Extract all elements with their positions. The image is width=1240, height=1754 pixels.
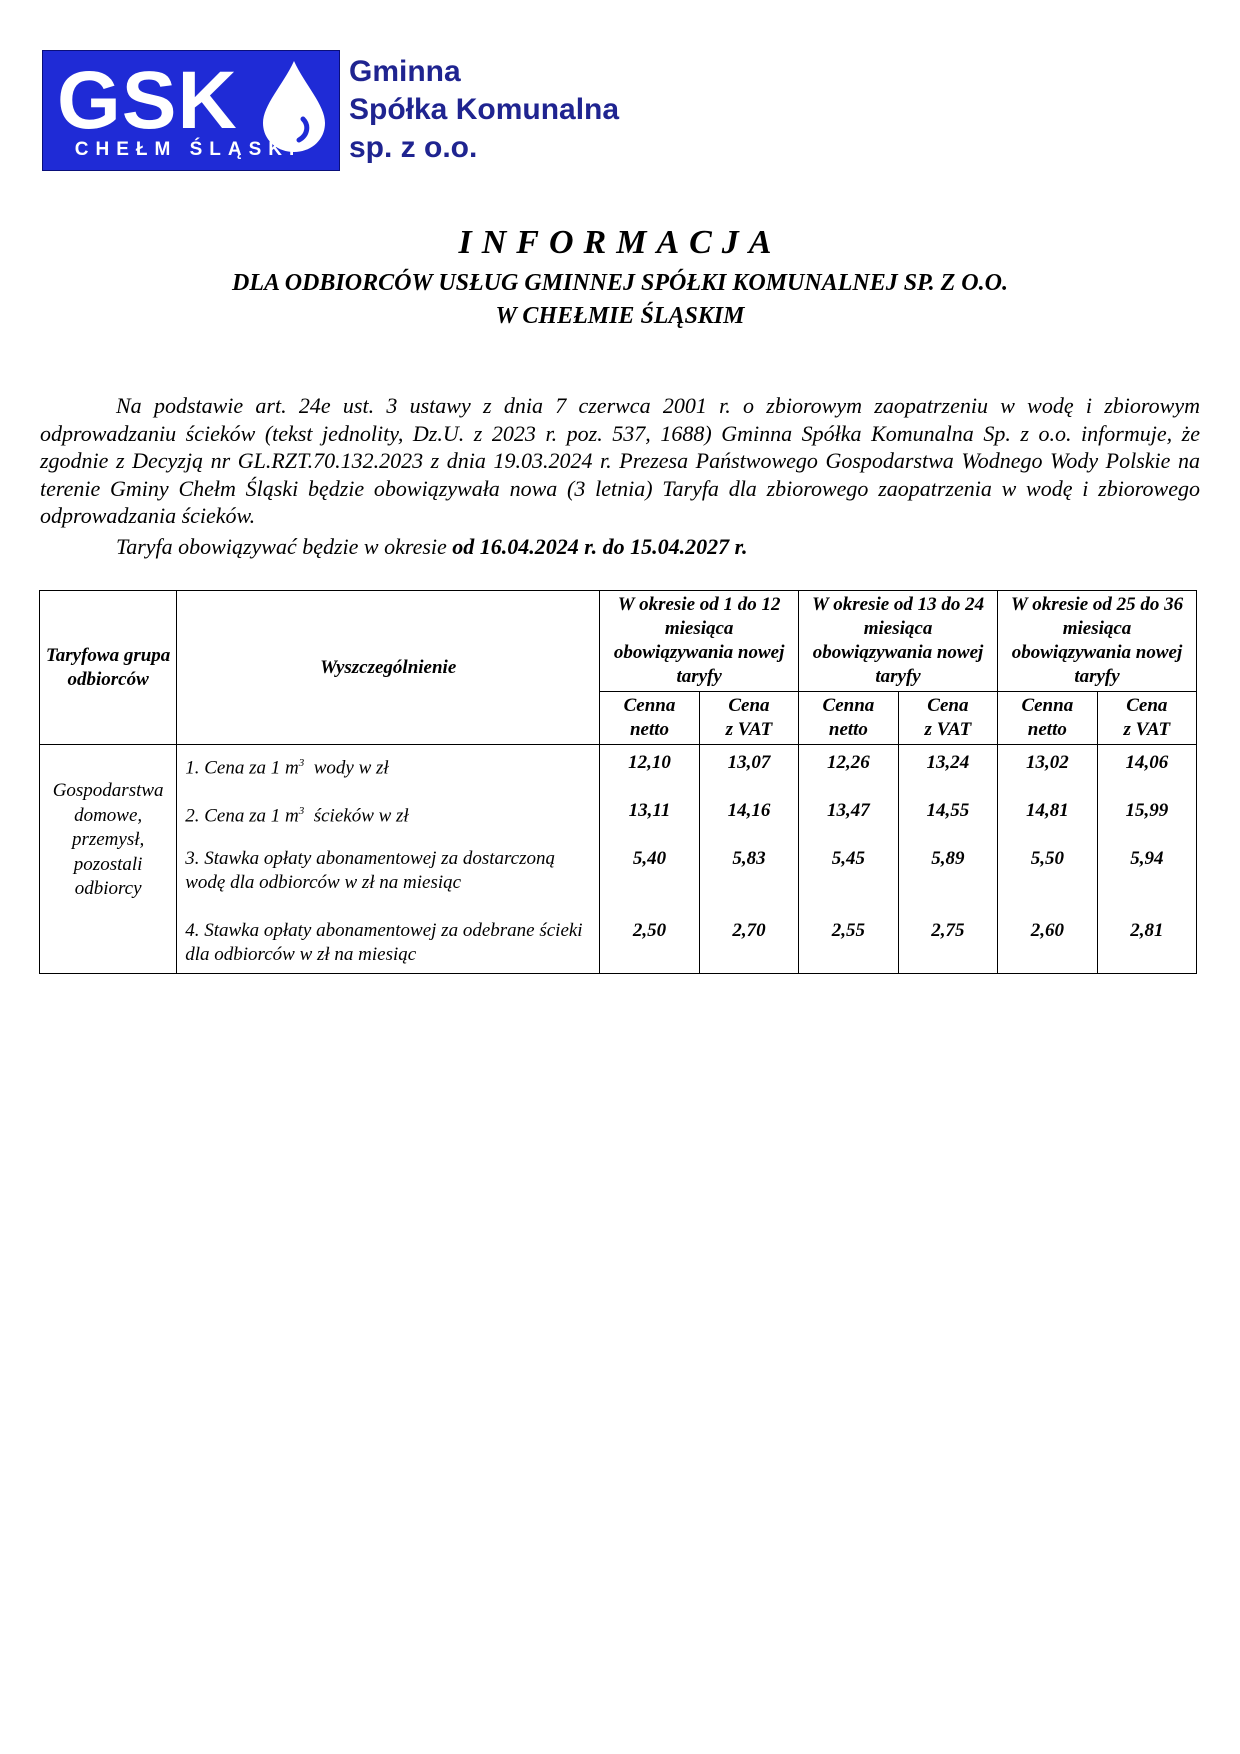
price-column-1	[600, 745, 700, 974]
header-period-1: W okresie od 1 do 12 miesiąca obowiązywania nowej taryfy	[600, 591, 799, 692]
header-net-price: Cenna netto	[600, 692, 700, 745]
tariff-table	[39, 590, 1197, 974]
customer-group-cell: Gospodarstwa domowe, przemysł, pozostali odbiorcy	[40, 745, 177, 974]
price-value: 2,81	[1130, 920, 1164, 941]
price-value: 15,99	[1125, 800, 1169, 821]
price-value: 2,50	[632, 920, 667, 941]
price-value: 5,94	[1130, 848, 1164, 869]
company-logo	[42, 50, 340, 171]
tariff-item-3: 3. Stawka opłaty abonamentowej za dostarczoną wodę dla odbiorców w zł na miesiąc	[185, 848, 556, 893]
price-value: 14,81	[1025, 800, 1069, 821]
validity-dates: od 16.04.2024 r. do 15.04.2027 r.	[452, 534, 748, 559]
price-value: 2,55	[831, 920, 866, 941]
price-value: 13,47	[827, 800, 870, 821]
price-value: 13,24	[926, 752, 970, 773]
price-value: 5,89	[931, 848, 965, 869]
header-description: Wyszczególnienie	[177, 591, 600, 745]
tariff-item-1: 1. Cena za 1 $m^3$ wody w zł	[185, 757, 389, 779]
price-value: 5,50	[1030, 848, 1064, 869]
header-net-price: Cenna netto	[998, 692, 1098, 745]
logo-letters: GSK	[57, 55, 238, 146]
price-value: 2,60	[1030, 920, 1064, 941]
validity-prefix: Taryfa obowiązywać będzie w okresie	[116, 534, 453, 559]
price-column-6	[1097, 745, 1196, 974]
company-name-line3: sp. z o.o.	[349, 131, 478, 164]
price-value: 2,75	[931, 920, 965, 941]
header-vat-price: Cena z VAT	[699, 692, 798, 745]
price-value: 5,45	[831, 848, 866, 869]
price-column-2	[699, 745, 798, 974]
price-value: 14,16	[727, 800, 771, 821]
price-value: 5,40	[632, 848, 667, 869]
tariff-item-2: 2. Cena za 1 $m^3$ ścieków w zł	[185, 805, 409, 827]
price-value: 14,55	[926, 800, 970, 821]
price-column-3	[799, 745, 899, 974]
company-name-line2: Spółka Komunalna	[349, 93, 620, 126]
page-title: INFORMACJA	[458, 224, 782, 261]
price-value: 12,10	[628, 752, 671, 773]
price-value: 2,70	[732, 920, 766, 941]
logo-subtitle: CHEŁM ŚLĄSKI	[74, 139, 302, 160]
price-value: 13,11	[628, 800, 671, 821]
header-customer-group: Taryfowa grupa odbiorców	[40, 591, 177, 745]
price-value: 13,07	[727, 752, 771, 773]
header-period-2: W okresie od 13 do 24 miesiąca obowiązywania nowej taryfy	[799, 591, 998, 692]
price-value: 5,83	[732, 848, 766, 869]
price-value: 14,06	[1125, 752, 1169, 773]
header-vat-price: Cena z VAT	[1097, 692, 1196, 745]
description-cell	[177, 745, 600, 974]
page-subtitle-line2: W CHEŁMIE ŚLĄSKIM	[495, 303, 745, 329]
price-value: 13,02	[1025, 752, 1069, 773]
price-value: 12,26	[827, 752, 870, 773]
page-subtitle-line1: DLA ODBIORCÓW USŁUG GMINNEJ SPÓŁKI KOMUNALNEJ SP. Z O.O.	[232, 270, 1008, 296]
price-column-4	[898, 745, 997, 974]
info-paragraph	[40, 392, 1200, 530]
header-period-3: W okresie od 25 do 36 miesiąca obowiązywania nowej taryfy	[998, 591, 1197, 692]
info-paragraph-text: Na podstawie art. 24e ust. 3 ustawy z dnia 7 czerwca 2001 r. o zbiorowym zaopatrzeniu w wodę i zbiorowym odprowadzaniu ścieków (tekst jednolity, Dz.U. z 2023 r. poz. 537, 1688) Gminna Spółka Komunalna Sp. z o.o. informuje, że zgodnie z Decyzją nr GL.RZT.70.132.2023 z dnia 19.03.2024 r. Prezesa Państwowego Gospodarstwa Wodnego Wody Polskie na terenie Gminy Chełm Śląski będzie obowiązywała nowa (3 letnia) Taryfa dla zbiorowego zaopatrzenia w wodę i zbiorowego odprowadzania ścieków.	[40, 393, 1200, 528]
header-net-price: Cenna netto	[799, 692, 899, 745]
tariff-item-4: 4. Stawka opłaty abonamentowej za odebrane ścieki dla odbiorców w zł na miesiąc	[185, 920, 583, 965]
company-name-line1: Gminna	[349, 55, 461, 88]
header-vat-price: Cena z VAT	[898, 692, 997, 745]
price-column-5	[998, 745, 1098, 974]
validity-period	[116, 534, 748, 560]
company-name	[349, 53, 619, 167]
